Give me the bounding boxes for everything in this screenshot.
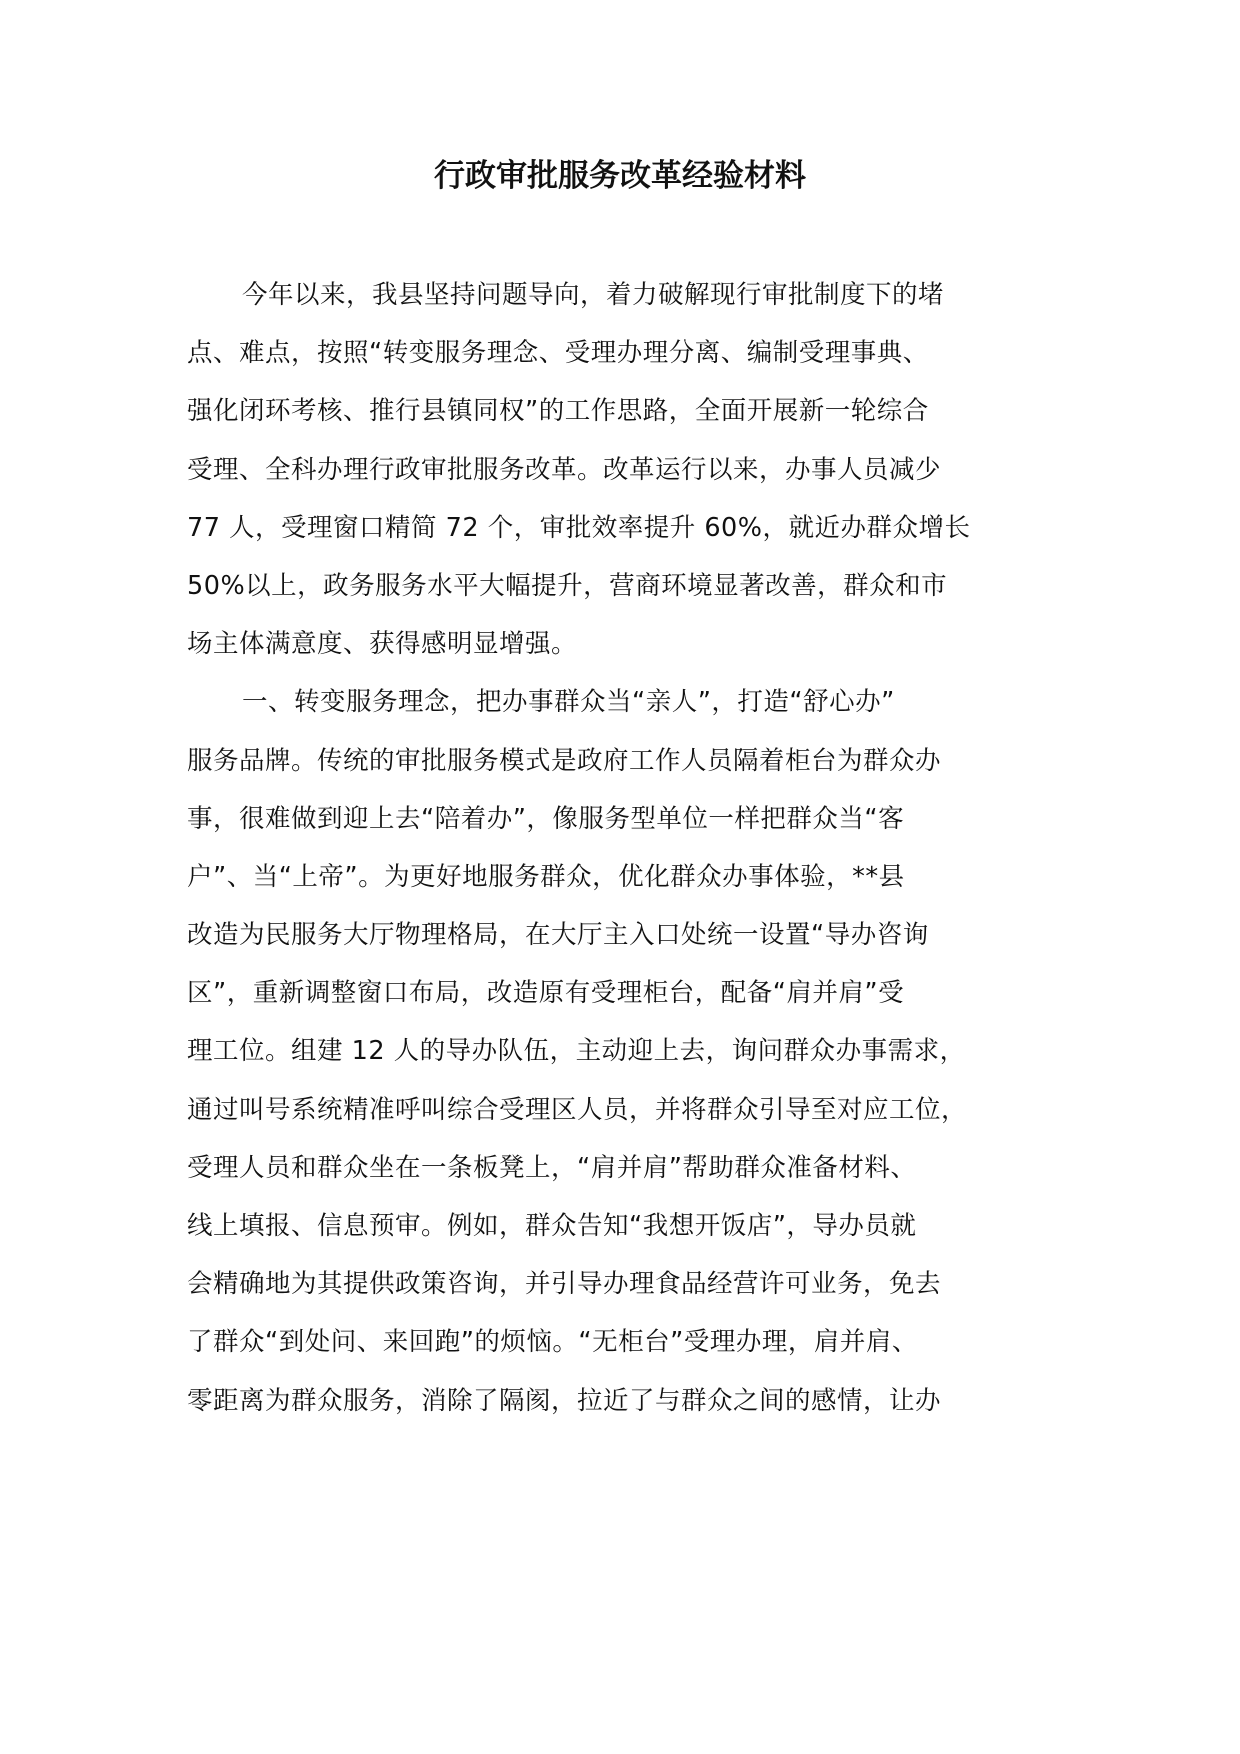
text-line: 改造为民服务大厅物理格局，在大厅主入口处统一设置“导办咨询 (187, 920, 929, 951)
paragraph-intro (187, 266, 1087, 673)
text-line: 受理、全科办理行政审批服务改革。改革运行以来，办事人员减少 (187, 454, 942, 485)
text-line: 服务品牌。传统的审批服务模式是政府工作人员隔着柜台为群众办 (187, 745, 942, 776)
text-line: 强化闭环考核、推行县镇同权”的工作思路，全面开展新一轮综合 (187, 396, 929, 427)
text-line: 通过叫号系统精准呼叫综合受理区人员，并将群众引导至对应工位， (187, 1094, 968, 1125)
text-line: 点、难点，按照“转变服务理念、受理办理分离、编制受理事典、 (187, 338, 929, 369)
text-line: 零距离为群众服务，消除了隔阂，拉近了与群众之间的感情，让办 (187, 1385, 942, 1416)
text-line: 线上填报、信息预审。例如，群众告知“我想开饭店”，导办员就 (187, 1211, 917, 1241)
text-line: 77 人，受理窗口精简 72 个，审批效率提升 60%，就近办群众增长 (187, 512, 971, 543)
text-line: 受理人员和群众坐在一条板凳上，“肩并肩”帮助群众准备材料、 (187, 1152, 917, 1183)
text-line: 了群众“到处问、来回跑”的烦恼。“无柜台”受理办理，肩并肩、 (187, 1327, 918, 1358)
document-body (187, 266, 1087, 1430)
text-line: 事，很难做到迎上去“陪着办”，像服务型单位一样把群众当“客 (187, 803, 905, 834)
text-line: 理工位。组建 12 人的导办队伍，主动迎上去，询问群众办事需求， (187, 1036, 966, 1067)
text-line: 会精确地为其提供政策咨询，并引导办理食品经营许可业务，免去 (187, 1269, 942, 1300)
text-line: 区”，重新调整窗口布局，改造原有受理柜台，配备“肩并肩”受 (187, 978, 905, 1009)
text-line: 今年以来，我县坚持问题导向，着力破解现行审批制度下的堵 (242, 280, 945, 310)
paragraph-section-one (187, 673, 1087, 1429)
text-line: 场主体满意度、获得感明显增强。 (187, 629, 578, 660)
text-line: 50%以上，政务服务水平大幅提升，营商环境显著改善，群众和市 (187, 570, 948, 601)
section-heading-line: 一、转变服务理念，把办事群众当“亲人”，打造“舒心办” (242, 687, 895, 718)
text-line: 户”、当“上帝”。为更好地服务群众，优化群众办事体验，**县 (187, 861, 905, 892)
document-title: 行政审批服务改革经验材料 (434, 158, 806, 194)
